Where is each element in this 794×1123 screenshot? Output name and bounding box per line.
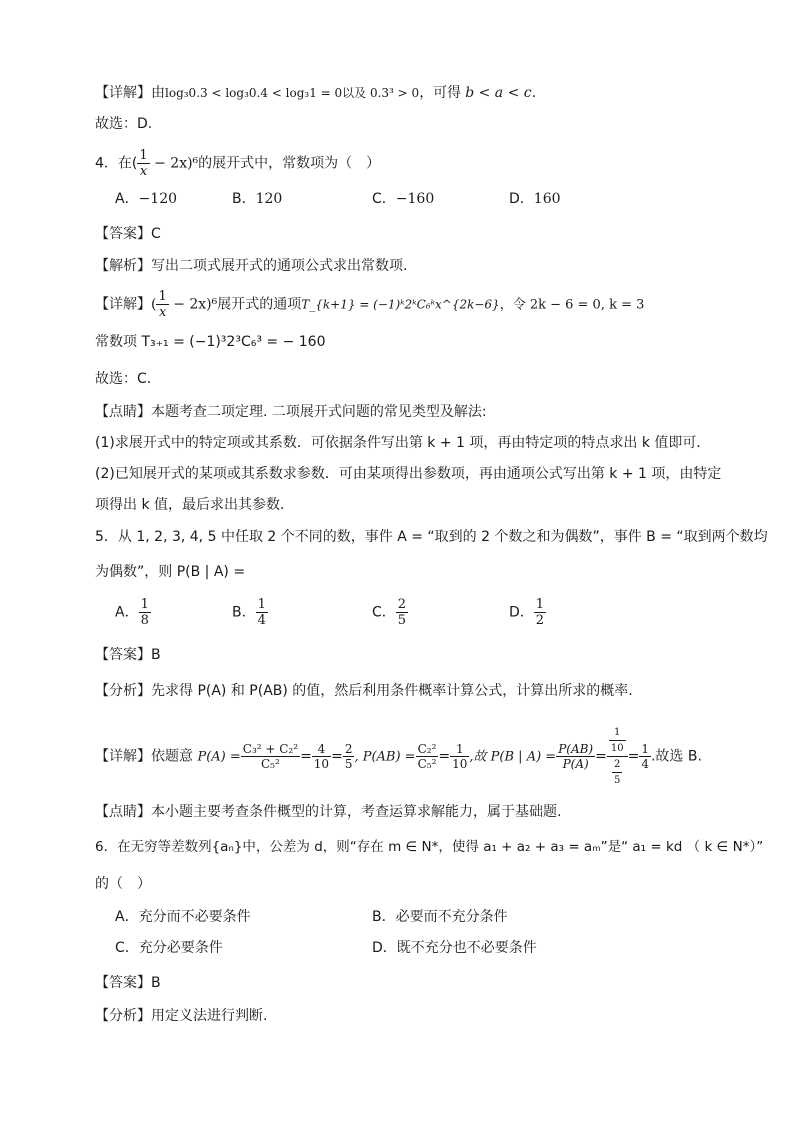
option-value: −120	[138, 191, 178, 207]
option-fraction	[256, 597, 268, 628]
frac-den: 5	[614, 775, 621, 786]
frac-num: 1	[609, 725, 626, 741]
q4-answer	[95, 224, 704, 244]
frac-num: 2	[344, 742, 353, 756]
q3-detail-result: b < a < c	[465, 85, 532, 101]
option-value: 充分而不必要条件	[138, 909, 251, 925]
option-value: 160	[533, 191, 561, 207]
option-label: C．	[115, 940, 139, 956]
answer-value: C	[151, 226, 161, 242]
q5-analysis	[95, 681, 704, 701]
pa-fraction	[241, 742, 300, 771]
q5-stem-2: 为偶数”，则 P(B | A) =	[95, 564, 246, 580]
frac-den: 10	[313, 757, 330, 771]
q3-detail-math: log₃0.3 < log₃0.4 < log₃1 = 0以及 0.3³ > 0	[165, 86, 420, 100]
frac-den: 10	[610, 743, 624, 754]
frac-den: C₅²	[417, 757, 437, 771]
frac-num: 2	[397, 597, 407, 612]
frac-den: 4	[641, 757, 649, 771]
option-label: D．	[509, 604, 534, 621]
frac-den: 4	[257, 613, 266, 628]
answer-tag: 【答案】	[95, 647, 151, 663]
option-fraction	[139, 597, 151, 628]
detail-formula: T_{k+1} = (−1)ᵏ2ᵏC₆ᵏx^{2k−6}	[301, 297, 500, 312]
frac-num: P(AB)	[558, 742, 594, 756]
analysis-tag: 【分析】	[95, 1008, 151, 1024]
comment-text: 本小题主要考查条件概型的计算，考查运算求解能力，属于基础题.	[151, 804, 562, 820]
q4-option-a	[115, 189, 177, 209]
option-fraction	[396, 597, 408, 628]
q4-constant: 常数项 T₃₊₁ = (−1)³2³C₆³ = − 160	[95, 334, 326, 350]
analysis-tag: 【分析】	[95, 683, 151, 699]
pba-fraction	[556, 742, 595, 771]
q4-stem-after: − 2x)⁶的展开式中，常数项为（ ）	[149, 155, 381, 172]
frac-den: 10	[452, 757, 468, 771]
option-label: C．	[372, 191, 396, 207]
option-label: B．	[232, 191, 256, 207]
frac-den: C₅²	[261, 757, 280, 771]
eq: =	[331, 748, 343, 765]
comment-tag: 【点睛】	[95, 404, 151, 420]
analysis-text: 用定义法进行判断.	[151, 1008, 268, 1024]
pab-lhs: , P(AB) =	[354, 749, 416, 765]
frac-den: 5	[397, 613, 407, 628]
detail-tag: 【详解】	[95, 296, 151, 313]
detail-lead: 依题意	[151, 748, 193, 765]
q4-detail	[95, 289, 704, 320]
q5-answer	[95, 645, 704, 665]
frac-num: 1	[158, 289, 167, 304]
q3-detail-lead: 由	[151, 85, 165, 101]
q4-choose: 故选：C．	[95, 371, 161, 387]
frac-num: 2	[612, 757, 622, 773]
q4-detail-fraction	[156, 289, 168, 320]
inner-fraction	[612, 757, 622, 788]
q3-detail-line	[95, 83, 704, 103]
q6-option-a	[115, 907, 251, 927]
q6-option-d	[372, 938, 537, 958]
q5-comment	[95, 802, 704, 822]
detail-pre: (	[151, 296, 157, 313]
answer-value: B	[151, 975, 161, 991]
q3-choose: 故选：D.	[95, 116, 153, 132]
option-value: 120	[255, 191, 283, 207]
detail-mid: − 2x)⁶展开式的通项	[168, 296, 302, 313]
q4-option-d	[509, 189, 561, 209]
pba-v-fraction	[639, 742, 651, 771]
frac-num: 1	[139, 148, 148, 163]
option-value: 充分必要条件	[138, 940, 223, 956]
comment-tag: 【点睛】	[95, 804, 151, 820]
q6-stem-1: 6．在无穷等差数列{aₙ}中，公差为 d，则“存在 m ∈ N*，使得 a₁ + a₂ + a₃ = aₘ”是“ a₁ = kd （ k ∈ N*）”	[95, 839, 764, 855]
q4-stem	[95, 148, 704, 179]
q3-detail-end: .	[531, 85, 537, 101]
option-value: 必要而不充分条件	[395, 909, 508, 925]
analysis-text: 写出二项式展开式的通项公式求出常数项.	[151, 258, 408, 274]
eq: =	[300, 748, 312, 765]
option-label: B．	[232, 604, 256, 621]
eq: =	[627, 748, 640, 765]
q4-comment-2b: 项得出 k 值，最后求出其参数．	[95, 497, 295, 513]
answer-value: B	[151, 647, 161, 663]
q5-stem-1: 5．从 1, 2, 3, 4, 5 中任取 2 个不同的数，事件 A = “取到的 2 个数之和为偶数”，事件 B = “取到两个数均	[95, 529, 768, 545]
q5-option-b	[232, 597, 268, 628]
q6-analysis	[95, 1006, 704, 1026]
option-label: D．	[372, 940, 397, 956]
option-fraction	[534, 597, 546, 628]
eq: =	[595, 748, 607, 765]
detail-end: .故选 B.	[650, 748, 702, 765]
frac-num: 1	[641, 742, 649, 756]
detail-tag: 【详解】	[95, 748, 151, 765]
frac-num: 4	[312, 742, 331, 757]
frac-den: P(A)	[562, 757, 589, 771]
q6-option-c	[115, 938, 223, 958]
eq: =	[438, 748, 451, 765]
analysis-text: 先求得 P(A) 和 P(AB) 的值，然后利用条件概率计算公式，计算出所求的概率.	[151, 683, 633, 699]
frac-den: 5	[344, 757, 353, 771]
frac-den: x	[158, 305, 167, 320]
option-label: A．	[115, 909, 139, 925]
frac-den: 2	[535, 613, 545, 628]
frac-den: x	[139, 164, 148, 179]
pa-v1-fraction	[312, 742, 331, 771]
frac-den: 8	[140, 613, 149, 628]
frac-num: 1	[535, 597, 545, 612]
q5-option-c	[372, 597, 408, 628]
q6-answer	[95, 973, 704, 993]
pba-lhs: ,故 P(B | A) =	[469, 749, 557, 765]
q5-option-d	[509, 597, 546, 628]
pab-fraction	[416, 742, 439, 771]
option-label: D．	[509, 191, 534, 207]
option-value: 既不充分也不必要条件	[396, 940, 537, 956]
q6-stem-2: 的（ ）	[95, 876, 151, 892]
pba-complex-fraction	[607, 725, 628, 788]
q4-stem-prefix: 4．在(	[95, 155, 138, 172]
detail-tag: 【详解】	[95, 85, 151, 101]
option-label: A．	[115, 191, 139, 207]
frac-num: C₂²	[417, 742, 437, 756]
q4-comment	[95, 402, 704, 422]
q4-option-c	[372, 189, 434, 209]
frac-num: 1	[140, 597, 149, 612]
pa-v2-fraction	[343, 742, 355, 771]
complex-den	[607, 757, 628, 788]
q4-comment-1: (1)求展开式中的特定项或其系数．可依据条件写出第 k + 1 项，再由特定项的特点求出 k 值即可．	[95, 435, 711, 451]
q4-comment-2a: (2)已知展开式的某项或其系数求参数．可由某项得出参数项，再由通项公式写出第 k + 1 项，由特定	[95, 466, 722, 482]
q6-option-b	[372, 907, 508, 927]
q4-stem-fraction	[137, 148, 149, 179]
frac-num: C₃² + C₂²	[242, 742, 299, 756]
q4-analysis	[95, 256, 704, 276]
pa-lhs: P(A) =	[197, 749, 241, 765]
complex-num	[607, 725, 628, 757]
analysis-tag: 【解析】	[95, 258, 151, 274]
comment-text: 本题考查二项定理. 二项展开式问题的常见类型及解法:	[151, 404, 487, 420]
pab-v-fraction	[450, 742, 469, 771]
option-label: C．	[372, 604, 396, 621]
q3-detail-tail: ，可得	[419, 85, 462, 101]
option-value: −160	[395, 191, 435, 207]
frac-num: 1	[450, 742, 469, 757]
option-label: B．	[372, 909, 396, 925]
q5-detail	[95, 725, 704, 786]
frac-num: 1	[257, 597, 266, 612]
detail-tail: ，令 2k − 6 = 0, k = 3	[499, 297, 645, 313]
inner-fraction	[609, 725, 626, 756]
option-label: A．	[115, 604, 139, 621]
q4-option-b	[232, 189, 282, 209]
answer-tag: 【答案】	[95, 975, 151, 991]
q5-option-a	[115, 597, 151, 628]
answer-tag: 【答案】	[95, 226, 151, 242]
